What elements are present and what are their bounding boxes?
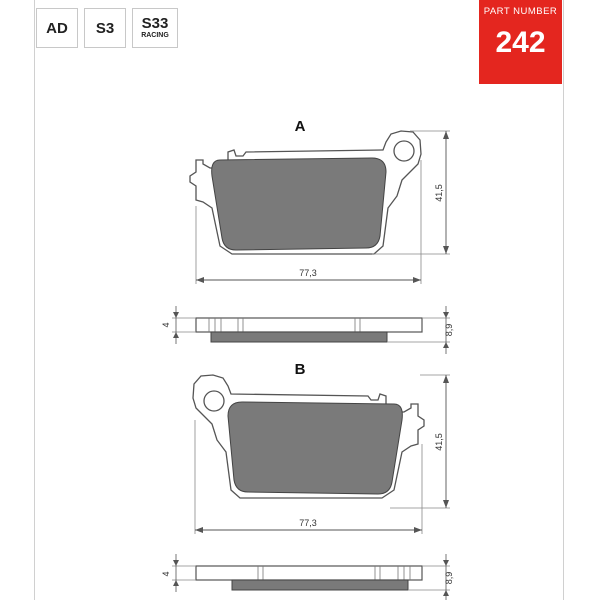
pad-a-width-label: 77,3: [299, 268, 317, 278]
pad-a-friction-material: [212, 158, 386, 250]
pad-a-total-thickness-label: 8,9: [444, 323, 454, 337]
pad-a-group: [190, 118, 450, 284]
pad-a-letter: A: [294, 118, 306, 135]
pad-a-plate-thickness-label: 4: [161, 322, 171, 328]
pad-a-side-view: [161, 306, 454, 354]
part-number-value: 242: [495, 26, 546, 59]
pad-b-height-label: 41,5: [434, 433, 444, 451]
pad-b-plate-thickness-label: 4: [161, 571, 171, 577]
part-number-label: PART NUMBER: [483, 6, 558, 17]
badge-label: S3: [95, 19, 115, 37]
pad-b-total-thickness-label: 8,9: [444, 571, 454, 585]
pad-b-group: [193, 361, 450, 534]
pad-b-width-label: 77,3: [299, 518, 317, 528]
pad-b-side-view: [161, 554, 454, 600]
badge-sublabel: RACING: [141, 32, 169, 39]
badge-label: S33: [141, 15, 169, 32]
pad-a-mounting-hole: [394, 141, 414, 161]
badge-label: AD: [46, 19, 68, 37]
pad-a-height-label: 41,5: [434, 184, 444, 202]
pad-b-mounting-hole: [204, 391, 224, 411]
pad-b-friction-material: [228, 402, 402, 494]
pad-b-letter: B: [294, 361, 306, 378]
